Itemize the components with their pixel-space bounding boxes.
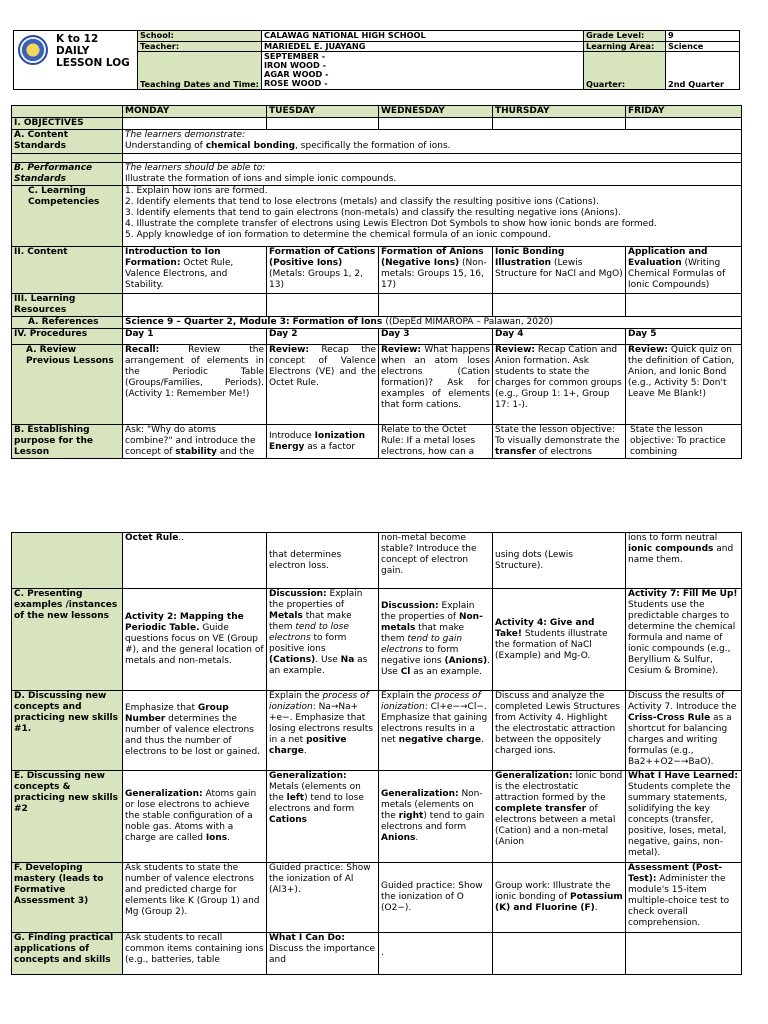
purpose-tuesday-top: Introduce Ionization Energy as a factor — [267, 425, 379, 459]
discussing-1-label: D. Discussing new concepts and practicing new skills #1. — [12, 691, 123, 771]
lesson-log-table-part2 — [11, 532, 742, 975]
review-thursday: Review: Recap Cation and Anion formation. Ask students to state the charges for common groups (e.g., Group 1: 1+, Group 17: 1-). — [493, 345, 626, 425]
presenting-label: C. Presenting examples /instances of the new lessons — [12, 589, 123, 691]
day-label-1: Day 1 — [123, 329, 267, 345]
learning-area-value: Science — [666, 42, 740, 52]
presenting-monday: Activity 2: Mapping the Periodic Table. Guide questions focus on VE (Group #), and the general location of metals and non-metals. — [123, 589, 267, 691]
day-header-tuesday: TUESDAY — [267, 106, 379, 118]
learning-resources-label: III. Learning Resources — [12, 294, 123, 317]
lesson-log-table-part1 — [11, 105, 742, 459]
grade-level-label: Grade Level: — [584, 31, 666, 42]
review-label: A. Review Previous Lessons — [12, 345, 123, 425]
content-tuesday: Formation of Cations (Positive Ions) (Metals: Groups 1, 2, 13) — [267, 247, 379, 294]
presenting-thursday: Activity 4: Give and Take! Students illustrate the formation of NaCl (Example) and Mg-O. — [493, 589, 626, 691]
teacher-label: Teacher: — [138, 42, 262, 52]
mastery-thursday: Group work: Illustrate the ionic bonding of Potassium (K) and Fluorine (F). — [493, 863, 626, 933]
content-monday: Introduction to Ion Formation: Octet Rule, Valence Electrons, and Stability. — [123, 247, 267, 294]
discussing-1-friday: Discuss the results of Activity 7. Introduce the Criss-Cross Rule as a shortcut for balancing charges and writing formulas (e.g., Ba2++O2−→BaO). — [626, 691, 742, 771]
quarter-value: 2nd Quarter — [666, 52, 740, 90]
daily-lesson-log-title: K to 12 DAILY LESSON LOG — [56, 33, 130, 69]
mastery-wednesday: Guided practice: Show the ionization of O (O2−). — [379, 863, 493, 933]
purpose-wednesday-top: Relate to the Octet Rule: If a metal loses electrons, how can a — [379, 425, 493, 459]
learning-area-label: Learning Area: — [584, 42, 666, 52]
discussing-1-monday: Emphasize that Group Number determines the number of valence electrons and thus the number of electrons to be lost or gained. — [123, 691, 267, 771]
purpose-thursday-top: State the lesson objective: To visually demonstrate the transfer of electrons — [493, 425, 626, 459]
content-label: II. Content — [12, 247, 123, 294]
review-monday: Recall: Review the arrangement of elements in the Periodic Table (Groups/Families, Periods). (Activity 1: Remember Me!) — [123, 345, 267, 425]
content-wednesday: Formation of Anions (Negative Ions) (Non-metals: Groups 15, 16, 17) — [379, 247, 493, 294]
discussing-2-monday: Generalization: Atoms gain or lose electrons to achieve the stable configuration of a noble gas. Atoms with a charge are called Ions. — [123, 771, 267, 863]
references-text: Science 9 – Quarter 2, Module 3: Formation of Ions ((DepEd MIMAROPA – Palawan, 2020) — [123, 317, 742, 329]
day-label-5: Day 5 — [626, 329, 742, 345]
school-name: CALAWAG NATIONAL HIGH SCHOOL — [262, 31, 584, 42]
content-thursday: Ionic Bonding Illustration (Lewis Structure for NaCl and MgO) — [493, 247, 626, 294]
purpose-monday-bottom: Octet Rule.. — [123, 533, 267, 589]
content-standards-label: A. Content Standards — [12, 130, 123, 154]
day-header-monday: MONDAY — [123, 106, 267, 118]
discussing-1-thursday: Discuss and analyze the completed Lewis Structures from Activity 4. Highlight the electrostatic attraction between the oppositely charged ions. — [493, 691, 626, 771]
quarter-label: Quarter: — [584, 52, 666, 90]
review-tuesday: Review: Recap the concept of Valence Electrons (VE) and the Octet Rule. — [267, 345, 379, 425]
practical-thursday — [493, 933, 626, 975]
learning-competencies-list: 1. Explain how ions are formed. 2. Identify elements that tend to lose electrons (metals) and classify the resulting positive ions (Cations). 3. Identify elements that tend to gain electrons (non-metals) and classify the resulting negative ions (Anions). 4. Illustrate the complete transfer of electrons using Lewis Electron Dot Symbols to show how ionic bonds are formed. 5. Apply knowledge of ion formation to determine the chemical formula of an ionic compound. — [123, 186, 742, 247]
presenting-friday: Activity 7: Fill Me Up! Students use the predictable charges to determine the chemical formula and name of ionic compounds (e.g., Beryllium & Sulfur, Cesium & Bromine). — [626, 589, 742, 691]
discussing-2-friday: What I Have Learned: Students complete the summary statements, solidifying the key concepts (transfer, positive, loses, metal, negative, gains, non-metal). — [626, 771, 742, 863]
purpose-monday-top: Ask: "Why do atoms combine?" and introduce the concept of stability and the — [123, 425, 267, 459]
performance-standards-label: B. Performance Standards — [12, 163, 123, 186]
school-label: School: — [138, 31, 262, 42]
presenting-tuesday: Discussion: Explain the properties of Metals that make them tend to lose electrons to form positive ions (Cations). Use Na as an example. — [267, 589, 379, 691]
teaching-dates-value: SEPTEMBER - IRON WOOD - AGAR WOOD - ROSE WOOD - — [262, 52, 584, 90]
presenting-wednesday: Discussion: Explain the properties of Non-metals that make them tend to gain electrons to form negative ions (Anions). Use Cl as an example. — [379, 589, 493, 691]
review-wednesday: Review: What happens when an atom loses electrons (Cation formation)? Ask for examples of elements that form cations. — [379, 345, 493, 425]
mastery-monday: Ask students to state the number of valence electrons and predicted charge for elements like K (Group 1) and Mg (Group 2). — [123, 863, 267, 933]
references-label: A. References — [12, 317, 123, 329]
discussing-2-tuesday: Generalization: Metals (elements on the left) tend to lose electrons and form Cations — [267, 771, 379, 863]
review-friday: Review: Quick quiz on the definition of Cation, Anion, and Ionic Bond (e.g., Activity 5: Don't Leave Me Blank!) — [626, 345, 742, 425]
learning-competencies-label: C. Learning Competencies — [12, 186, 123, 247]
purpose-tuesday-bottom: that determines electron loss. — [267, 533, 379, 589]
day-label-3: Day 3 — [379, 329, 493, 345]
mastery-tuesday: Guided practice: Show the ionization of Al (Al3+). — [267, 863, 379, 933]
day-header-friday: FRIDAY — [626, 106, 742, 118]
content-standards-text: The learners demonstrate: Understanding of chemical bonding, specifically the formation of ions. — [123, 130, 742, 154]
header-table — [13, 30, 740, 90]
objectives-label: I. OBJECTIVES — [12, 118, 123, 130]
content-friday: Application and Evaluation (Writing Chemical Formulas of Ionic Compounds) — [626, 247, 742, 294]
day-label-4: Day 4 — [493, 329, 626, 345]
purpose-wednesday-bottom: non-metal become stable? Introduce the concept of electron gain. — [379, 533, 493, 589]
teaching-dates-label: Teaching Dates and Time: — [138, 52, 262, 90]
purpose-friday-top: State the lesson objective: To practice combining — [626, 425, 742, 459]
discussing-1-wednesday: Explain the process of ionization: Cl+e−→Cl−. Emphasize that gaining electrons results in a net negative charge. — [379, 691, 493, 771]
discussing-2-wednesday: Generalization: Non-metals (elements on the right) tend to gain electrons and form Anions. — [379, 771, 493, 863]
discussing-2-thursday: Generalization: Ionic bond is the electrostatic attraction formed by the complete transfer of electrons between a metal (Cation) and a non-metal (Anion — [493, 771, 626, 863]
day-label-2: Day 2 — [267, 329, 379, 345]
day-header-thursday: THURSDAY — [493, 106, 626, 118]
teacher-name: MARIEDEL E. JUAYANG — [262, 42, 584, 52]
mastery-friday: Assessment (Post-Test): Administer the module's 15-item multiple-choice test to check overall comprehension. — [626, 863, 742, 933]
practical-tuesday: What I Can Do: Discuss the importance and — [267, 933, 379, 975]
purpose-thursday-bottom: using dots (Lewis Structure). — [493, 533, 626, 589]
practical-applications-label: G. Finding practical applications of concepts and skills — [12, 933, 123, 975]
developing-mastery-label: F. Developing mastery (leads to Formative Assessment 3) — [12, 863, 123, 933]
day-header-wednesday: WEDNESDAY — [379, 106, 493, 118]
discussing-1-tuesday: Explain the process of ionization: Na→Na+ +e−. Emphasize that losing electrons results in a net positive charge. — [267, 691, 379, 771]
purpose-label: B. Establishing purpose for the Lesson — [12, 425, 123, 459]
practical-monday: Ask students to recall common items containing ions (e.g., batteries, table — [123, 933, 267, 975]
procedures-label: IV. Procedures — [12, 329, 123, 345]
grade-level-value: 9 — [666, 31, 740, 42]
practical-wednesday: . — [379, 933, 493, 975]
discussing-2-label: E. Discussing new concepts & practicing new skills #2 — [12, 771, 123, 863]
practical-friday — [626, 933, 742, 975]
purpose-friday-bottom: ions to form neutral ionic compounds and name them. — [626, 533, 742, 589]
performance-standards-text: The learners should be able to: Illustrate the formation of ions and simple ionic compounds. — [123, 163, 742, 186]
